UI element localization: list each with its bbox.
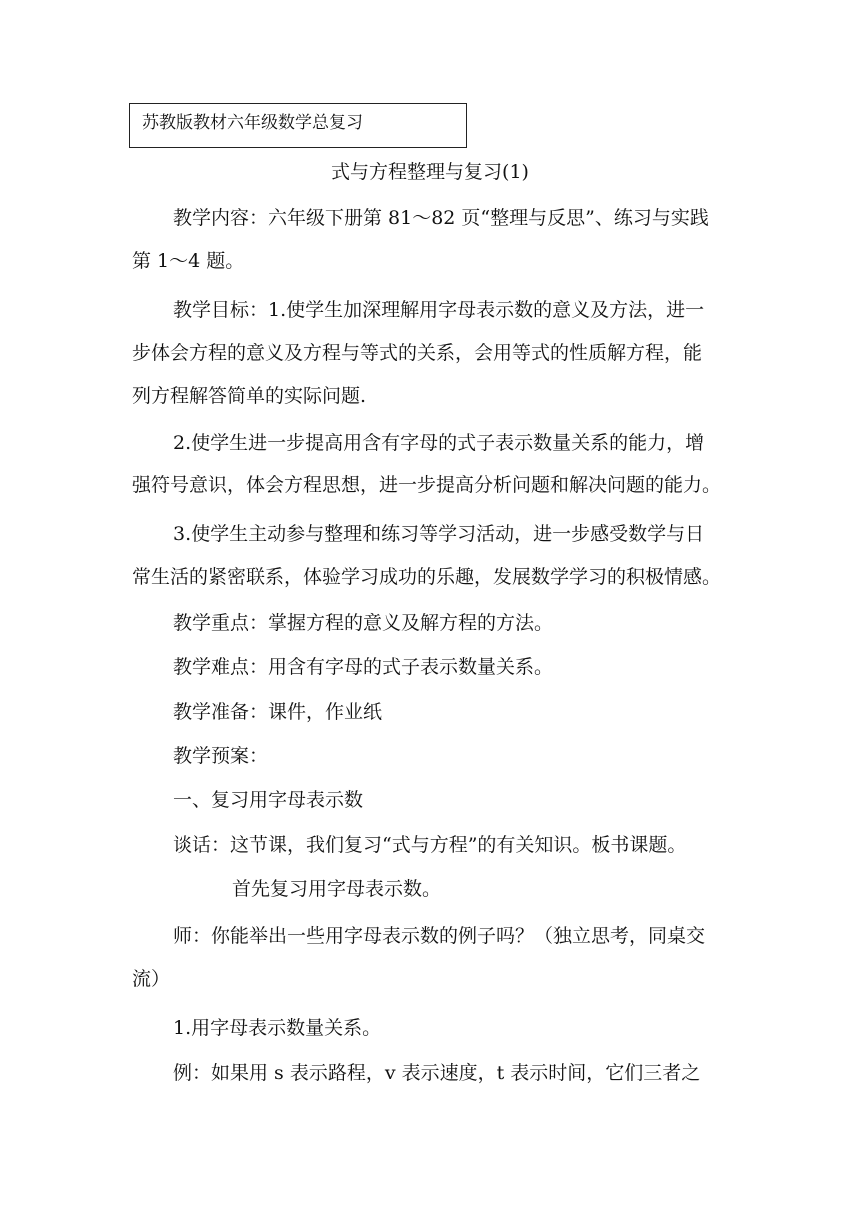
- goal-2-line: 2.使学生进一步提高用含有字母的式子表示数量关系的能力，增: [173, 432, 705, 454]
- header-box-text: 苏教版教材六年级数学总复习: [142, 113, 363, 133]
- teacher-question-line-cont: 流）: [132, 968, 171, 990]
- key-point-line: 教学重点：掌握方程的意义及解方程的方法。: [173, 612, 554, 634]
- example-line: 例：如果用 s 表示路程，v 表示速度，t 表示时间，它们三者之: [173, 1062, 701, 1084]
- talk-line: 谈话：这节课，我们复习“式与方程”的有关知识。板书课题。: [173, 834, 687, 856]
- section-one-heading: 一、复习用字母表示数: [173, 789, 364, 811]
- preparation-line: 教学准备：课件，作业纸: [173, 701, 383, 723]
- difficulty-line: 教学难点：用含有字母的式子表示数量关系。: [173, 656, 554, 678]
- teaching-goals-line: 教学目标：1.使学生加深理解用字母表示数的意义及方法，进一: [173, 299, 705, 321]
- talk-line-cont: 首先复习用字母表示数。: [232, 878, 442, 900]
- goal-2-line-cont: 强符号意识，体会方程思想，进一步提高分析问题和解决问题的能力。: [132, 474, 722, 496]
- teaching-content-line: 教学内容：六年级下册第 81～82 页“整理与反思”、练习与实践: [173, 207, 709, 229]
- teaching-goals-line-cont: 步体会方程的意义及方程与等式的关系，会用等式的性质解方程，能: [132, 342, 703, 364]
- goal-3-line-cont: 常生活的紧密联系，体验学习成功的乐趣，发展数学学习的积极情感。: [132, 566, 722, 588]
- document-title: 式与方程整理与复习(1): [331, 161, 529, 183]
- plan-heading: 教学预案：: [173, 745, 269, 767]
- teaching-goals-line-cont: 列方程解答简单的实际问题.: [132, 385, 367, 407]
- teacher-question-line: 师：你能举出一些用字母表示数的例子吗？（独立思考，同桌交: [173, 925, 706, 947]
- teaching-content-line-cont: 第 1～4 题。: [132, 250, 245, 272]
- subsection-heading: 1.用字母表示数量关系。: [173, 1017, 382, 1039]
- goal-3-line: 3.使学生主动参与整理和练习等学习活动，进一步感受数学与日: [173, 523, 705, 545]
- header-box: [129, 103, 467, 148]
